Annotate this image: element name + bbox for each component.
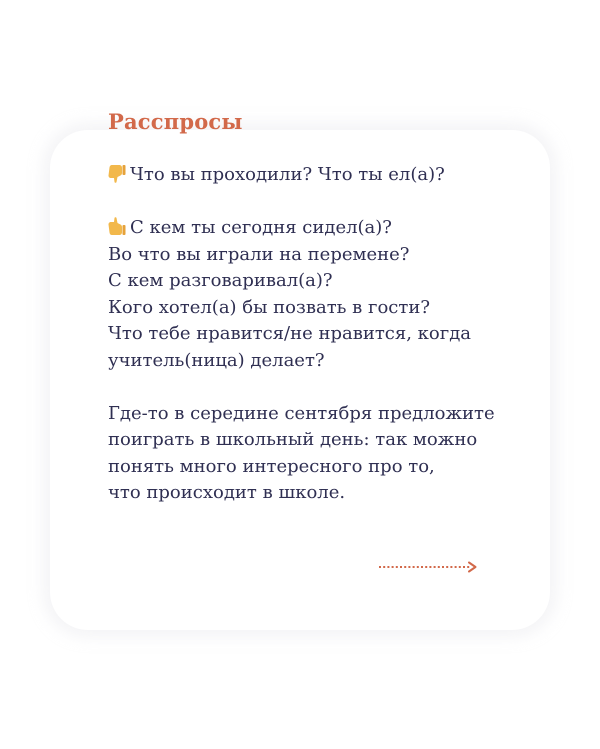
question-text: Что вы проходили? Что ты ел(а)? xyxy=(130,164,445,185)
question-line: учитель(ница) делает? xyxy=(108,349,325,371)
thumbs-down-icon xyxy=(108,164,126,183)
question-line: Что тебе нравится/не нравится, когда xyxy=(108,323,472,344)
advice-line: Где-то в середине сентября предложите xyxy=(108,402,495,424)
spacer xyxy=(108,374,548,401)
advice-line: понять много интересного про то, xyxy=(108,455,435,477)
question-text: С кем ты сегодня сидел(а)? xyxy=(130,217,392,238)
page-title: Расспросы xyxy=(108,109,243,134)
question-line: Во что вы играли на перемене? xyxy=(108,243,410,265)
card-content xyxy=(108,162,548,507)
dotted-arrow-right-icon[interactable] xyxy=(378,560,478,574)
advice-line: что происходит в школе. xyxy=(108,482,346,503)
thumbs-up-icon xyxy=(108,217,126,236)
question-line xyxy=(108,162,548,189)
question-line: Кого хотел(а) бы позвать в гости? xyxy=(108,296,430,318)
question-line: С кем разговаривал(а)? xyxy=(108,270,333,291)
question-line xyxy=(108,215,548,242)
advice-line: поиграть в школьный день: так можно xyxy=(108,429,478,450)
spacer xyxy=(108,189,548,216)
